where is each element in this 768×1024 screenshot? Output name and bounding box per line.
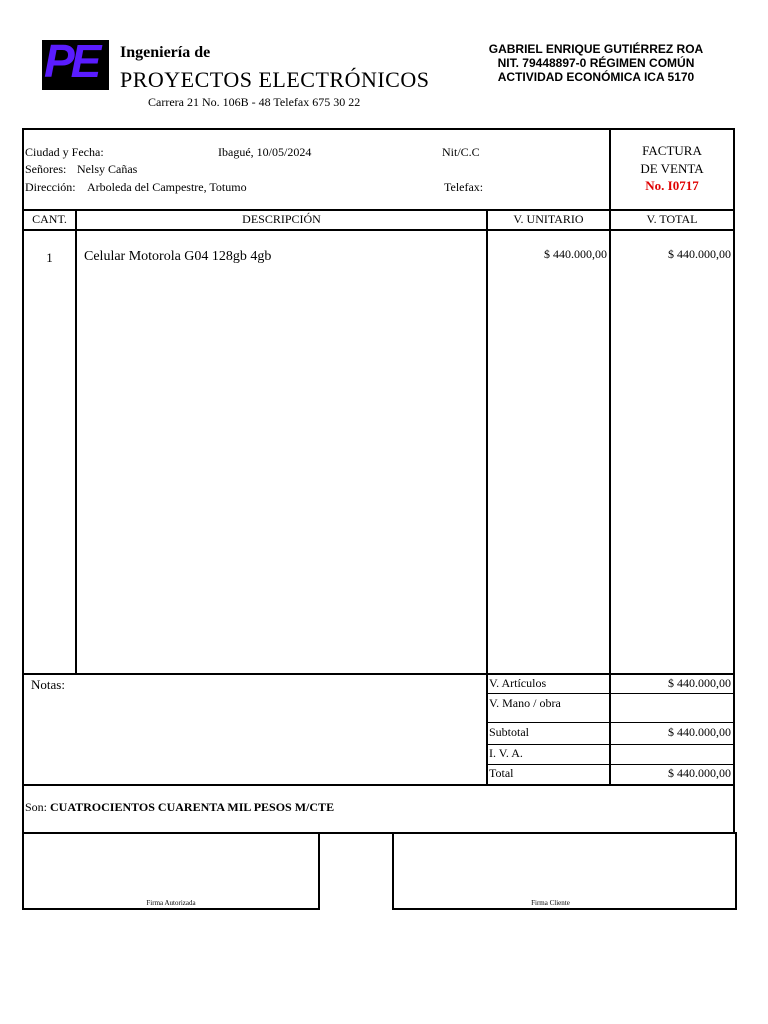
- row-unit-value: $ 440.000,00: [544, 247, 607, 261]
- amount-words: [25, 800, 334, 815]
- company-logo: [42, 35, 109, 90]
- owner-block: [466, 42, 726, 84]
- company-name: PROYECTOS ELECTRÓNICOS: [120, 67, 430, 92]
- logo-text: PE: [44, 35, 98, 87]
- city-date-value: Ibagué, 10/05/2024: [218, 145, 312, 159]
- amount-words-label: Son:: [25, 800, 48, 814]
- header-qty: CANT.: [32, 212, 67, 226]
- client-phone-label: Telefax:: [444, 180, 484, 194]
- owner-nit: NIT. 79448897-0 RÉGIMEN COMÚN: [497, 56, 695, 70]
- header-unit-value: V. UNITARIO: [513, 212, 584, 226]
- nit-label: Nit/C.C: [442, 145, 480, 159]
- header-description: DESCRIPCIÓN: [242, 212, 321, 226]
- city-date-label: Ciudad y Fecha:: [25, 145, 104, 159]
- company-address: Carrera 21 No. 106B - 48 Telefax 675 30 22: [148, 95, 361, 109]
- labor-label: V. Mano / obra: [489, 696, 561, 710]
- owner-name: GABRIEL ENRIQUE GUTIÉRREZ ROA: [488, 42, 704, 56]
- notes-label: Notas:: [31, 677, 65, 692]
- articles-value: $ 440.000,00: [668, 676, 731, 690]
- company-line1: Ingeniería de: [120, 44, 211, 61]
- authorized-signature-label: Firma Autorizada: [146, 899, 196, 907]
- client-address-value: Arboleda del Campestre, Totumo: [87, 180, 247, 194]
- subtotal-label: Subtotal: [489, 725, 530, 739]
- invoice-title-2: DE VENTA: [640, 161, 704, 176]
- client-signature-label: Firma Cliente: [531, 899, 570, 907]
- invoice-title-1: FACTURA: [642, 143, 702, 158]
- client-signature-box[interactable]: [392, 832, 737, 910]
- total-value: $ 440.000,00: [668, 766, 731, 780]
- row-qty: 1: [46, 250, 53, 265]
- subtotal-value: $ 440.000,00: [668, 725, 731, 739]
- row-total-value: $ 440.000,00: [668, 247, 731, 261]
- invoice-number: No. I0717: [645, 178, 699, 193]
- client-name-label: Señores:: [25, 162, 67, 176]
- authorized-signature-box[interactable]: [22, 832, 320, 910]
- iva-label: I. V. A.: [489, 746, 523, 760]
- row-description: Celular Motorola G04 128gb 4gb: [84, 249, 272, 264]
- header-total-value: V. TOTAL: [646, 212, 698, 226]
- client-address-label: Dirección:: [25, 180, 76, 194]
- total-label: Total: [489, 766, 514, 780]
- owner-activity: ACTIVIDAD ECONÓMICA ICA 5170: [497, 70, 695, 84]
- amount-words-value: CUATROCIENTOS CUARENTA MIL PESOS M/CTE: [50, 800, 335, 814]
- client-name-value: Nelsy Cañas: [77, 162, 138, 176]
- articles-label: V. Artículos: [489, 676, 547, 690]
